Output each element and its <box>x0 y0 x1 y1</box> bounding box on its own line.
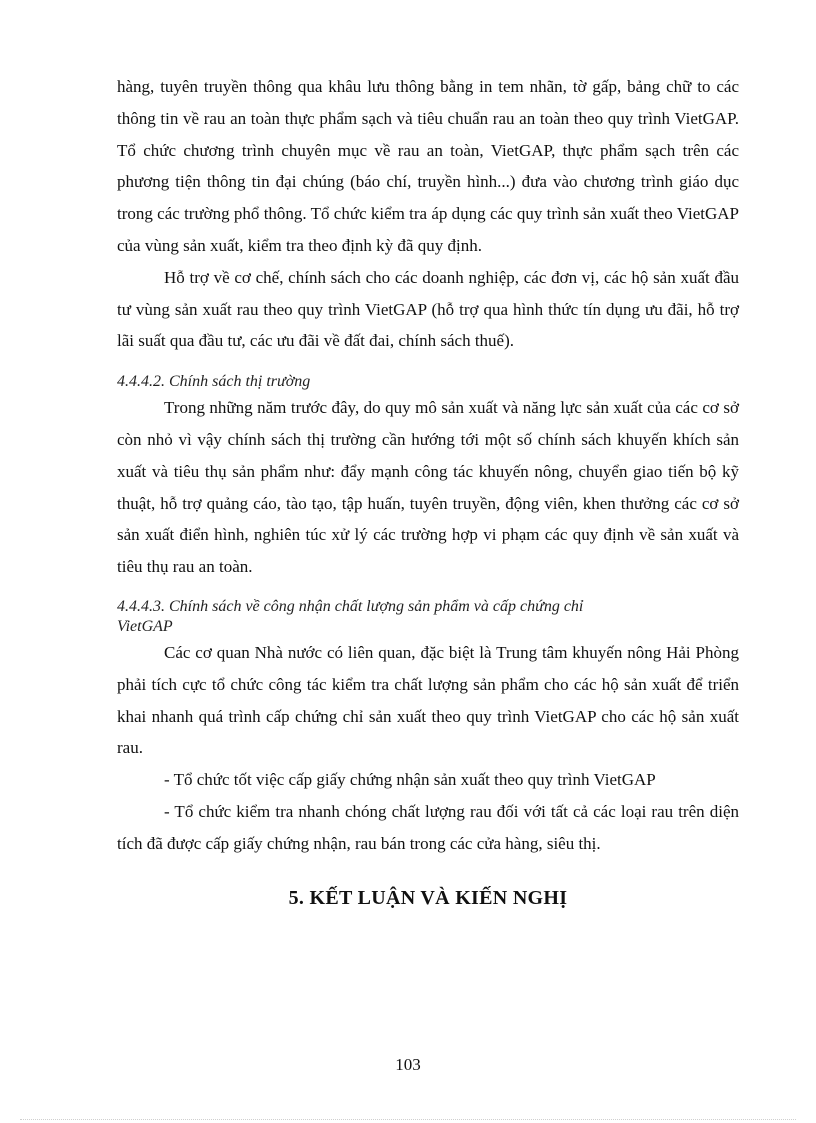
section-title: 5. KẾT LUẬN VÀ KIẾN NGHỊ <box>288 886 568 909</box>
heading-line-2: VietGAP <box>117 617 173 635</box>
subsection-heading-certification-policy <box>117 597 739 637</box>
paragraph-market-policy: Trong những năm trước đây, do quy mô sản xuất và năng lực sản xuất của các cơ sở còn nhỏ vì vậy chính sách thị trường cần hướng tới một số chính sách khuyến khích sản xuất và tiêu thụ sản phẩm như: đẩy mạnh công tác khuyến nông, chuyển giao tiến bộ kỹ thuật, hỗ trợ quảng cáo, tào tạo, tập huấn, tuyên truyền, động viên, khen thưởng các cơ sở sản xuất điển hình, nghiên túc xử lý các trường hợp vi phạm các quy định về sản xuất và tiêu thụ rau an toàn. <box>117 398 739 577</box>
paragraph-promotion: hàng, tuyên truyền thông qua khâu lưu thông bằng in tem nhãn, tờ gấp, bảng chữ to các thông tin về rau an toàn thực phẩm sạch và tiêu chuẩn rau an toàn theo quy trình VietGAP. Tổ chức chương trình chuyên mục về rau an toàn, VietGAP, thực phẩm sạch trên các phương tiện thông tin đại chúng (báo chí, truyền hình...) đưa vào chương trình giáo dục trong các trường phổ thông. Tổ chức kiểm tra áp dụng các quy trình sản xuất theo VietGAP của vùng sản xuất, kiểm tra theo định kỳ đã quy định. <box>117 77 739 255</box>
page-bottom-divider <box>20 1119 796 1120</box>
paragraph-certification: Các cơ quan Nhà nước có liên quan, đặc biệt là Trung tâm khuyến nông Hải Phòng phải tích cực tổ chức công tác kiểm tra chất lượng sản phẩm cho các hộ sản xuất để triển khai nhanh quá trình cấp chứng chỉ sản xuất theo quy trình VietGAP cho các hộ sản xuất rau. <box>117 642 739 758</box>
page-number: 103 <box>395 1055 421 1074</box>
bullet-item-quality-check: - Tổ chức kiểm tra nhanh chóng chất lượng rau đối với tất cả các loại rau trên diện tích đã được cấp giấy chứng nhận, rau bán trong các cửa hàng, siêu thị. <box>117 801 739 853</box>
page-body <box>117 71 739 912</box>
subsection-heading-market-policy: 4.4.4.2. Chính sách thị trường <box>117 373 311 391</box>
bullet-item-certificate: - Tổ chức tốt việc cấp giấy chứng nhận sản xuất theo quy trình VietGAP <box>164 770 656 790</box>
heading-line-1: 4.4.4.3. Chính sách về công nhận chất lượng sản phẩm và cấp chứng chỉ <box>117 597 584 615</box>
paragraph-support-policy: Hỗ trợ về cơ chế, chính sách cho các doanh nghiệp, các đơn vị, các hộ sản xuất đầu tư vùng sản xuất rau theo quy trình VietGAP (hỗ trợ qua hình thức tín dụng ưu đãi, hỗ trợ lãi suất qua đầu tư, các ưu đãi về đất đai, chính sách thuế). <box>117 267 739 351</box>
